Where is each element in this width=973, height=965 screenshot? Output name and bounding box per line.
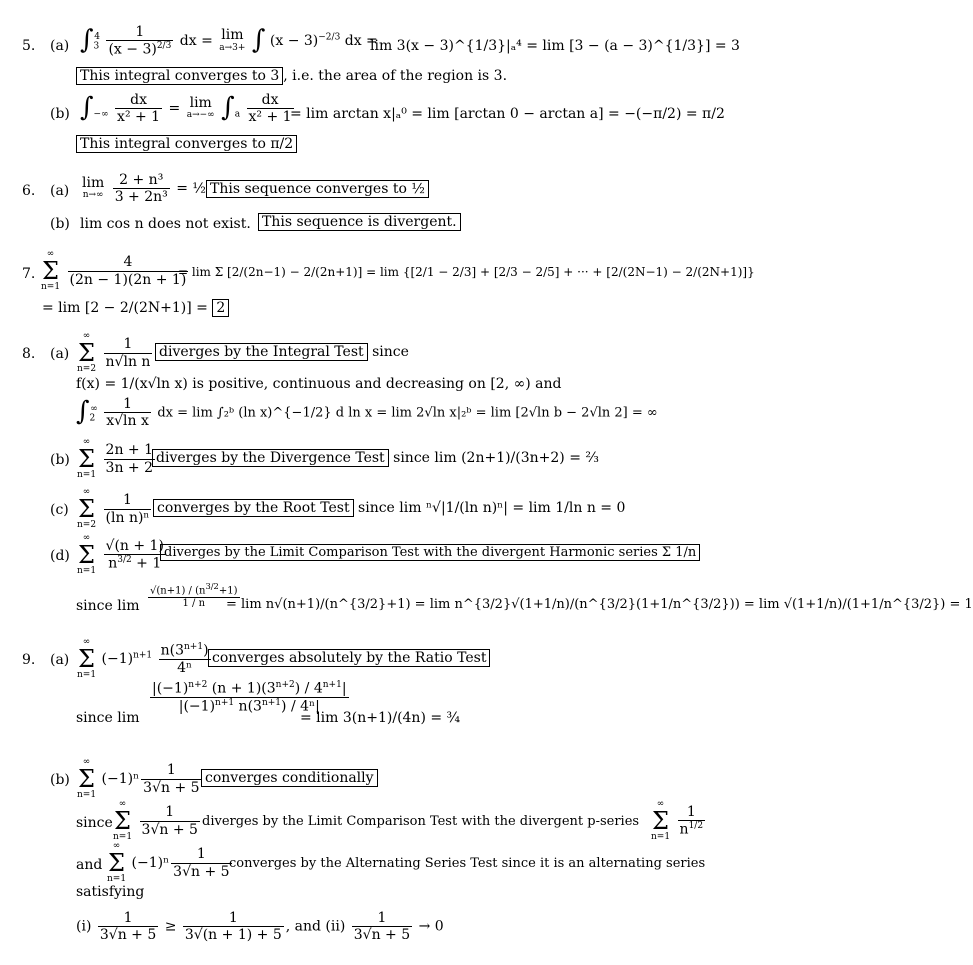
problem-9b-ast-text: converges by the Alternating Series Test since it is an alternating series (229, 856, 706, 871)
problem-6a-label: (a) (50, 183, 70, 199)
problem-5a-answer-box: This integral converges to 3 , i.e. the area of the region is 3. (76, 68, 507, 84)
problem-8b-series: ∞ Σ n=1 $\frac{2n + 1}{3n + 2}$ (77, 437, 153, 480)
problem-8a-improper-integral: $\int_2^\infty$ $\frac{1}{\text{x√ln x}}$ dx = lim ∫₂ᵇ (ln x)^{−1/2} d ln x = lim 2√ln x|₂ᵇ = lim [2√ln b − 2√ln 2] = ∞ (76, 396, 658, 430)
problem-6b-answer-box: This sequence is divergent. (258, 214, 461, 230)
problem-5a-result: lim 3(x − 3)^{1/3}|ₐ⁴ = lim [3 − (a − 3)^{1/3}] = 3 (370, 38, 740, 54)
problem-7-limit: = lim [2 − 2/(2N+1)] = 2 (42, 300, 229, 316)
problem-8c-series: ∞ Σ n=2 $\frac{1}{\text{(ln n)ⁿ}}$ (77, 487, 150, 530)
problem-8d-ratio: $\frac{√(n+1) / (n^{3/2}+1)}{1 / n}$ (150, 581, 238, 609)
problem-5-number: 5. (22, 38, 36, 54)
problem-9a-ratio: $\frac{|(-1)^{n+2} (n + 1)(3^{n+2}) / 4^{n+1}|}{|(-1)^{n+1} n(3^{n+1}) / 4^n|}$ (152, 680, 347, 715)
problem-8a-answer-box: diverges by the Integral Test since (155, 344, 409, 360)
problem-8d-label: (d) (50, 548, 70, 564)
problem-9b-since: since (76, 815, 113, 831)
problem-9a-since: since lim (76, 710, 140, 726)
problem-9b-and: and (76, 857, 103, 873)
problem-8d-answer-box: diverges by the Limit Comparison Test with the divergent Harmonic series Σ 1/n (160, 546, 700, 561)
problem-7-telescoping: = lim Σ [2/(2n−1) − 2/(2n+1)] = lim {[2/1 − 2/3] + [2/3 − 2/5] + ··· + [2/(2N−1) − 2/(2N+1)]} (178, 265, 755, 279)
problem-8c-label: (c) (50, 502, 69, 518)
problem-9a-series: ∞ Σ n=1 $(-1)^{n+1}$ $\frac{n(3^{n+1})}{\text{4ⁿ}}$ (77, 637, 209, 680)
problem-9b-conditions: (i) $\frac{1}{3√n + 5}$ ≥ $\frac{1}{3√(n + 1) + 5}$ , and (ii) $\frac{1}{3√n + 5}$ → 0 (76, 910, 444, 944)
problem-7-series: ∞ Σ n=1 $\frac{4}{(2n - 1)(2n + 1)}$ (41, 249, 187, 292)
problem-5b-integral: $\int_{-\infty}$ $\frac{dx}{\text{x² + 1}}$ = lim a→−∞ $\int_a$ $\frac{dx}{\text{x² + 1}}$ (80, 92, 292, 126)
problem-7-number: 7. (22, 266, 36, 282)
problem-6b-text: lim cos n does not exist. (80, 216, 251, 232)
problem-9b-p-series: ∞ Σ n=1 $\frac{1}{n^{1/2}}$ (651, 799, 704, 842)
problem-9b-label: (b) (50, 772, 70, 788)
problem-6a-answer-box: This sequence converges to ½ (206, 181, 429, 197)
problem-8a-function: f(x) = 1/(x√ln x) is positive, continuous and decreasing on [2, ∞) and (76, 376, 562, 392)
problem-9a-label: (a) (50, 652, 70, 668)
problem-9b-alt-series: ∞ Σ n=1 (−1)ⁿ $\frac{1}{3√n + 5}$ (107, 841, 230, 884)
problem-9a-answer-box: converges absolutely by the Ratio Test (208, 650, 490, 666)
problem-8a-series: ∞ Σ n=2 $\frac{1}{\text{n√ln n}}$ (77, 331, 151, 374)
problem-5a-integral: $\int_3^4$ $\frac{1}{(x - 3)^{2/3}}$ dx = lim a→3+ ∫ $(x - 3)^{-2/3}$ dx = (80, 24, 378, 58)
problem-6a-expression: lim n→∞ $\frac{\text{2 + n³}}{\text{3 + 2n³}}$ = ½ (82, 172, 206, 206)
problem-5b-label: (b) (50, 106, 70, 122)
problem-8d-since: since lim (76, 598, 140, 614)
problem-9b-series: ∞ Σ n=1 (−1)ⁿ $\frac{1}{3√n + 5}$ (77, 757, 200, 800)
problem-5b-answer-box: This integral converges to π/2 (76, 136, 297, 152)
problem-8a-label: (a) (50, 346, 70, 362)
problem-8d-series: ∞ Σ n=1 $\frac{√(n + 1)}{n^{3/2} + 1}$ (77, 533, 164, 576)
problem-8d-limit: = lim n√(n+1)/(n^{3/2}+1) = lim n^{3/2}√(1+1/n)/(n^{3/2}(1+1/n^{3/2})) = lim √(1+1/n)/(1+1/n^{3/2}) = 1 (226, 597, 973, 612)
problem-8b-label: (b) (50, 452, 70, 468)
problem-9-number: 9. (22, 652, 36, 668)
problem-9b-satisfying: satisfying (76, 884, 145, 900)
problem-8b-answer-box: diverges by the Divergence Test since lim (2n+1)/(3n+2) = ⅔ (152, 450, 599, 466)
problem-5b-result: = lim arctan x|ₐ⁰ = lim [arctan 0 − arctan a] = −(−π/2) = π/2 (290, 106, 725, 122)
problem-6b-label: (b) (50, 216, 70, 232)
problem-9a-result: = lim 3(n+1)/(4n) = ¾ (300, 710, 461, 726)
problem-8c-answer-box: converges by the Root Test since lim ⁿ√|1/(ln n)ⁿ| = lim 1/ln n = 0 (153, 500, 625, 516)
problem-5a-label: (a) (50, 38, 70, 54)
problem-6-number: 6. (22, 183, 36, 199)
problem-9b-abs-series: ∞ Σ n=1 $\frac{1}{3√n + 5}$ (113, 799, 198, 842)
problem-9b-lct-text: diverges by the Limit Comparison Test with the divergent p-series (202, 814, 640, 829)
problem-9b-answer-box: converges conditionally (201, 770, 378, 786)
problem-8-number: 8. (22, 346, 36, 362)
